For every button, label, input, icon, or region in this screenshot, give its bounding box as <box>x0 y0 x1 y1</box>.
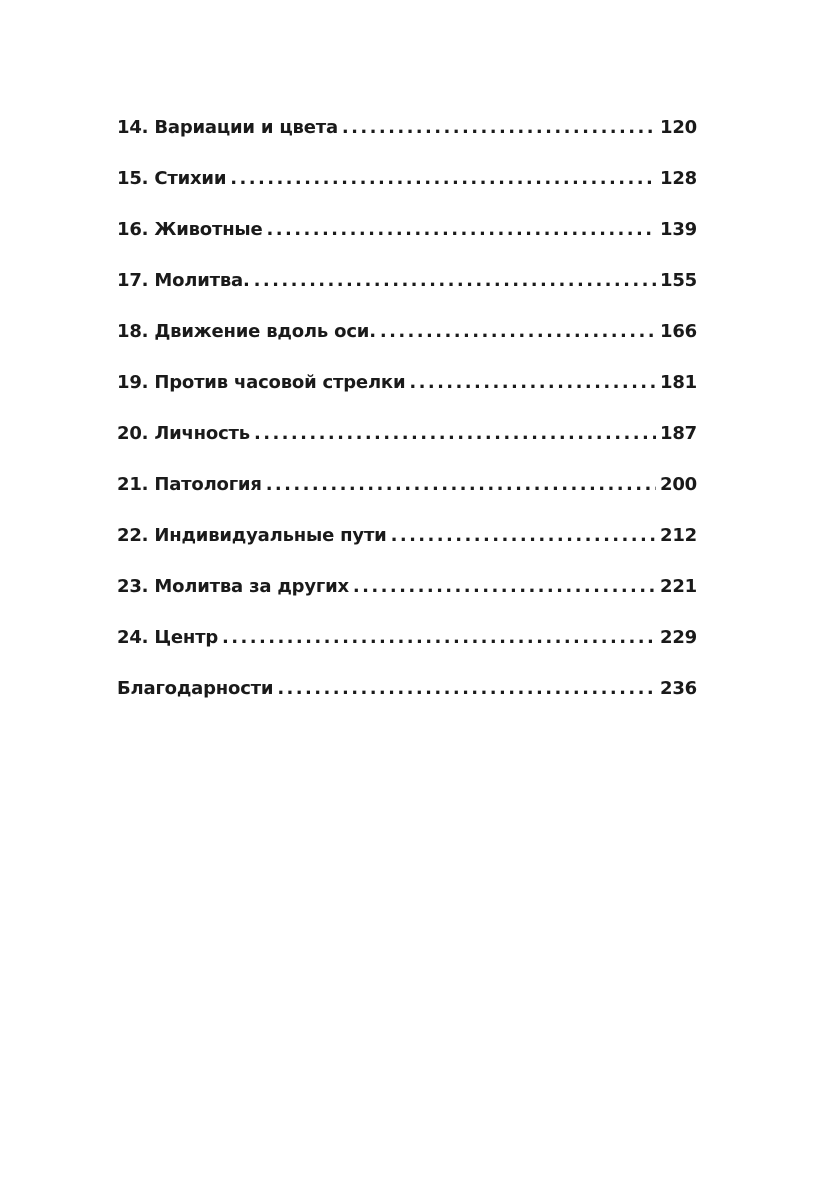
toc-entry[interactable] <box>117 627 697 678</box>
toc-dot-leader <box>277 678 656 699</box>
toc-page-number: 181 <box>660 372 697 393</box>
toc-entry[interactable] <box>117 423 697 474</box>
toc-dot-leader <box>409 372 656 393</box>
toc-entry-title: 24. Центр <box>117 627 219 648</box>
toc-page-number: 236 <box>660 678 697 699</box>
toc-entry[interactable] <box>117 474 697 525</box>
toc-entry[interactable] <box>117 117 697 168</box>
toc-entry-title: 22. Индивидуальные пути <box>117 525 387 546</box>
toc-entry[interactable] <box>117 219 697 270</box>
toc-dot-leader <box>267 219 657 240</box>
toc-entry-title: 19. Против часовой стрелки <box>117 372 406 393</box>
toc-page-number: 139 <box>660 219 697 240</box>
toc-page-number: 155 <box>660 270 697 291</box>
toc-page-number: 229 <box>660 627 697 648</box>
toc-dot-leader <box>266 474 656 495</box>
toc-page-number: 212 <box>660 525 697 546</box>
toc-dot-leader <box>342 117 656 138</box>
toc-entry-title: 16. Животные <box>117 219 263 240</box>
toc-entry[interactable] <box>117 576 697 627</box>
toc-page-number: 120 <box>660 117 697 138</box>
toc-entry[interactable] <box>117 678 697 729</box>
table-of-contents <box>117 117 697 729</box>
toc-page-number: 166 <box>660 321 697 342</box>
toc-dot-leader <box>254 423 656 444</box>
toc-dot-leader <box>222 627 656 648</box>
toc-entry-title: Благодарности <box>117 678 274 699</box>
toc-entry-title: 18. Движение вдоль оси. <box>117 321 376 342</box>
toc-entry-title: 15. Стихии <box>117 168 227 189</box>
toc-entry[interactable] <box>117 270 697 321</box>
toc-entry-title: 14. Вариации и цвета <box>117 117 338 138</box>
toc-entry[interactable] <box>117 321 697 372</box>
toc-entry-title: 20. Личность <box>117 423 250 444</box>
toc-entry-title: 17. Молитва. <box>117 270 250 291</box>
toc-dot-leader <box>391 525 656 546</box>
toc-entry[interactable] <box>117 168 697 219</box>
toc-page-number: 128 <box>660 168 697 189</box>
toc-page-number: 187 <box>660 423 697 444</box>
toc-dot-leader <box>353 576 656 597</box>
toc-page-number: 221 <box>660 576 697 597</box>
toc-dot-leader <box>254 270 656 291</box>
toc-entry[interactable] <box>117 372 697 423</box>
toc-entry[interactable] <box>117 525 697 576</box>
toc-dot-leader <box>380 321 656 342</box>
toc-entry-title: 21. Патология <box>117 474 262 495</box>
toc-dot-leader <box>230 168 656 189</box>
toc-page-number: 200 <box>660 474 697 495</box>
toc-entry-title: 23. Молитва за других <box>117 576 349 597</box>
